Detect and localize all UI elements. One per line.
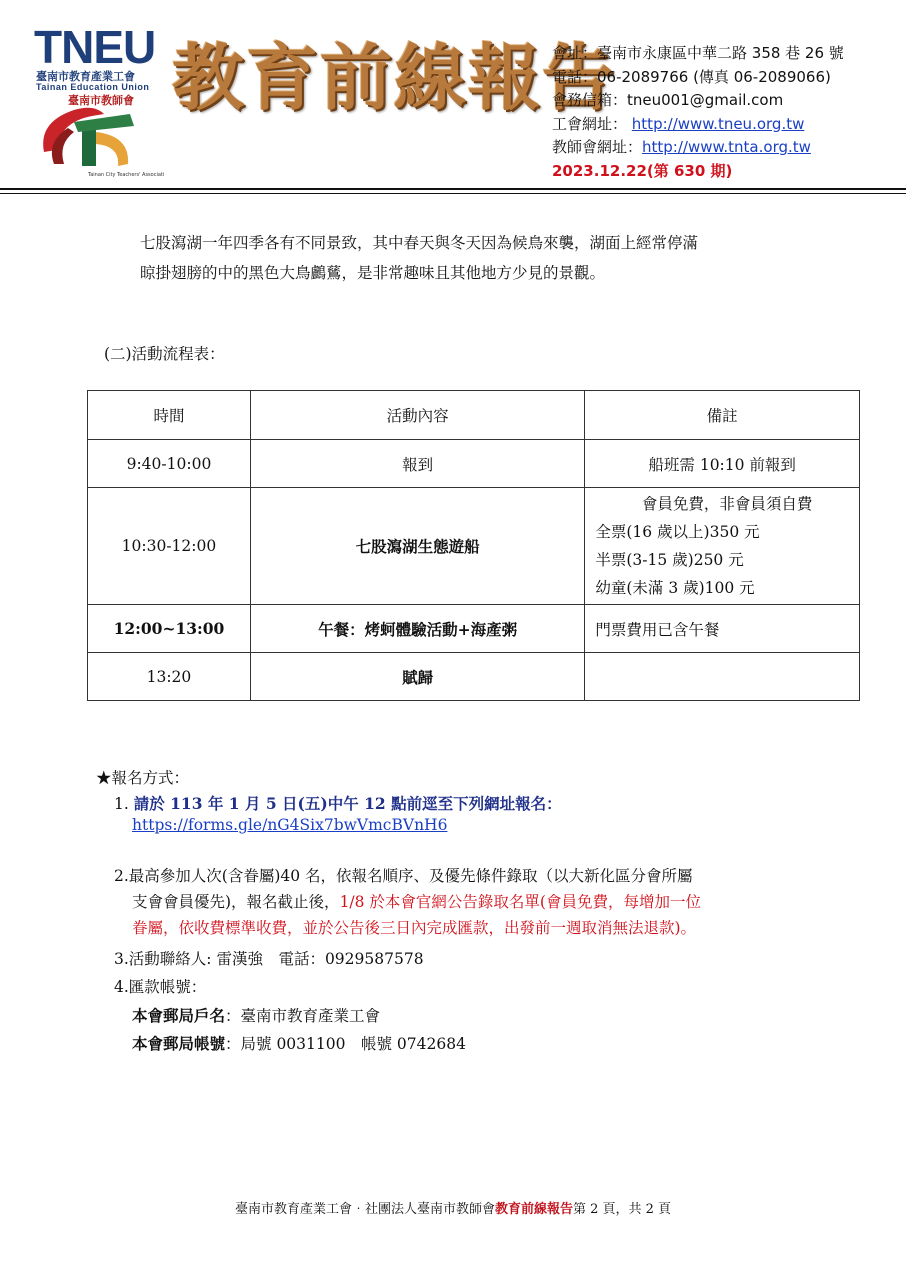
table-header-row [88,391,860,440]
item-2-notice: 1/8 於本會官網公告錄取名單(會員免費，每增加一位 [339,893,701,911]
note-line: 幼童(未滿 3 歲)100 元 [595,579,755,597]
registration-form-link[interactable]: https://forms.gle/nG4Six7bwVmcBVnH6 [132,816,448,834]
row-note [585,653,860,701]
tta-site-label: 教師會網址： [552,138,643,156]
tta-site [552,136,844,160]
page-footer [0,1198,906,1217]
registration-item-2-line-2 [132,890,701,912]
phone: 電話：06-2089766 (傳真 06-2089066) [552,67,831,86]
note-line: 會員免費，非會員須自費 [641,495,813,513]
contact-info [552,42,844,183]
union-site [552,113,844,137]
row-note: 船班需 10:10 前報到 [585,440,860,488]
registration-title: ★報名方式： [96,769,190,787]
item-1-number: 1. [114,795,129,813]
tta-site-link[interactable]: http://www.tnta.org.tw [642,138,811,156]
footer-org: 臺南市教育產業工會‧社團法人臺南市教師會 [234,1202,495,1217]
union-site-label: 工會網址： [552,114,628,133]
account-no-label: 本會郵局帳號 [132,1034,226,1053]
account-name-value: ：臺南市教育產業工會 [225,1007,381,1025]
registration-item-2-line-1: 2.最高參加人次(含眷屬)40 名，依報名順序、及優先條件錄取（以大新化區分會所屬 [114,867,693,885]
item-1-text: 請於 113 年 1 月 5 日(五)中午 12 點前逕至下列網址報名： [133,794,562,813]
tta-seal-logo [34,92,164,184]
header-time: 時間 [88,391,251,440]
table-row [88,488,860,605]
intro-line-2: 晾掛翅膀的中的黑色大鳥鸕鶿，是非常趣味且其他地方少見的景觀。 [140,264,606,282]
footer-page: 第 2 頁，共 2 頁 [572,1202,672,1217]
intro-line-1: 七股瀉湖一年四季各有不同景致，其中春天與冬天因為候鳥來襲，湖面上經常停滿 [140,234,699,252]
header-note: 備註 [585,391,860,440]
account-name [132,1004,380,1026]
registration-item-3: 3.活動聯絡人: 雷漢強 電話：0929587578 [114,950,424,968]
registration-item-1 [114,792,562,814]
row-note: 門票費用已含午餐 [585,605,860,653]
address: 會址：臺南市永康區中華二路 358 巷 26 號 [552,44,844,62]
schedule-table [87,390,860,701]
registration-item-2-line-3: 眷屬，依收費標準收費，並於公告後三日內完成匯款，出發前一週取消無法退款)。 [132,919,697,937]
row-activity: 午餐：烤蚵體驗活動+海產粥 [250,605,584,653]
header-rule-thin [0,193,906,194]
newsletter-banner: 教育前線報告 [172,36,617,120]
item-2-text: 支會會員優先)，報名截止後， [132,893,340,911]
table-row [88,653,860,701]
section-title: (二)活動流程表： [104,345,225,363]
svg-text:Tainan City Teachers' Associat: Tainan City Teachers' Association [88,172,164,178]
union-name-cn: 臺南市教育產業工會 [36,70,135,83]
table-row [88,440,860,488]
note-line: 全票(16 歲以上)350 元 [595,523,760,541]
svg-text:臺南市教師會: 臺南市教師會 [68,94,134,107]
row-note [585,488,860,605]
tneu-logo: TNEU [34,21,156,73]
registration-item-4: 4.匯款帳號： [114,978,207,996]
row-time: 10:30-12:00 [88,488,251,605]
row-activity: 七股瀉湖生態遊船 [250,488,584,605]
row-time: 9:40-10:00 [88,440,251,488]
footer-magazine: 教育前線報告 [494,1202,573,1217]
header-activity: 活動內容 [250,391,584,440]
row-activity: 賦歸 [250,653,584,701]
row-activity: 報到 [250,440,584,488]
issue-date: 2023.12.22(第 630 期) [552,161,733,180]
header-rule [0,188,906,190]
row-time: 13:20 [88,653,251,701]
union-name-en: Tainan Education Union [36,82,150,92]
account-name-label: 本會郵局戶名 [132,1006,226,1025]
email: 會務信箱：tneu001@gmail.com [552,91,784,109]
account-number [132,1032,466,1054]
row-time: 12:00~13:00 [88,605,251,653]
note-line: 半票(3-15 歲)250 元 [595,551,744,569]
table-row [88,605,860,653]
intro-paragraph [140,228,860,288]
union-site-link[interactable]: http://www.tneu.org.tw [631,114,805,133]
account-no-value: ：局號 0031100 帳號 0742684 [225,1035,466,1053]
